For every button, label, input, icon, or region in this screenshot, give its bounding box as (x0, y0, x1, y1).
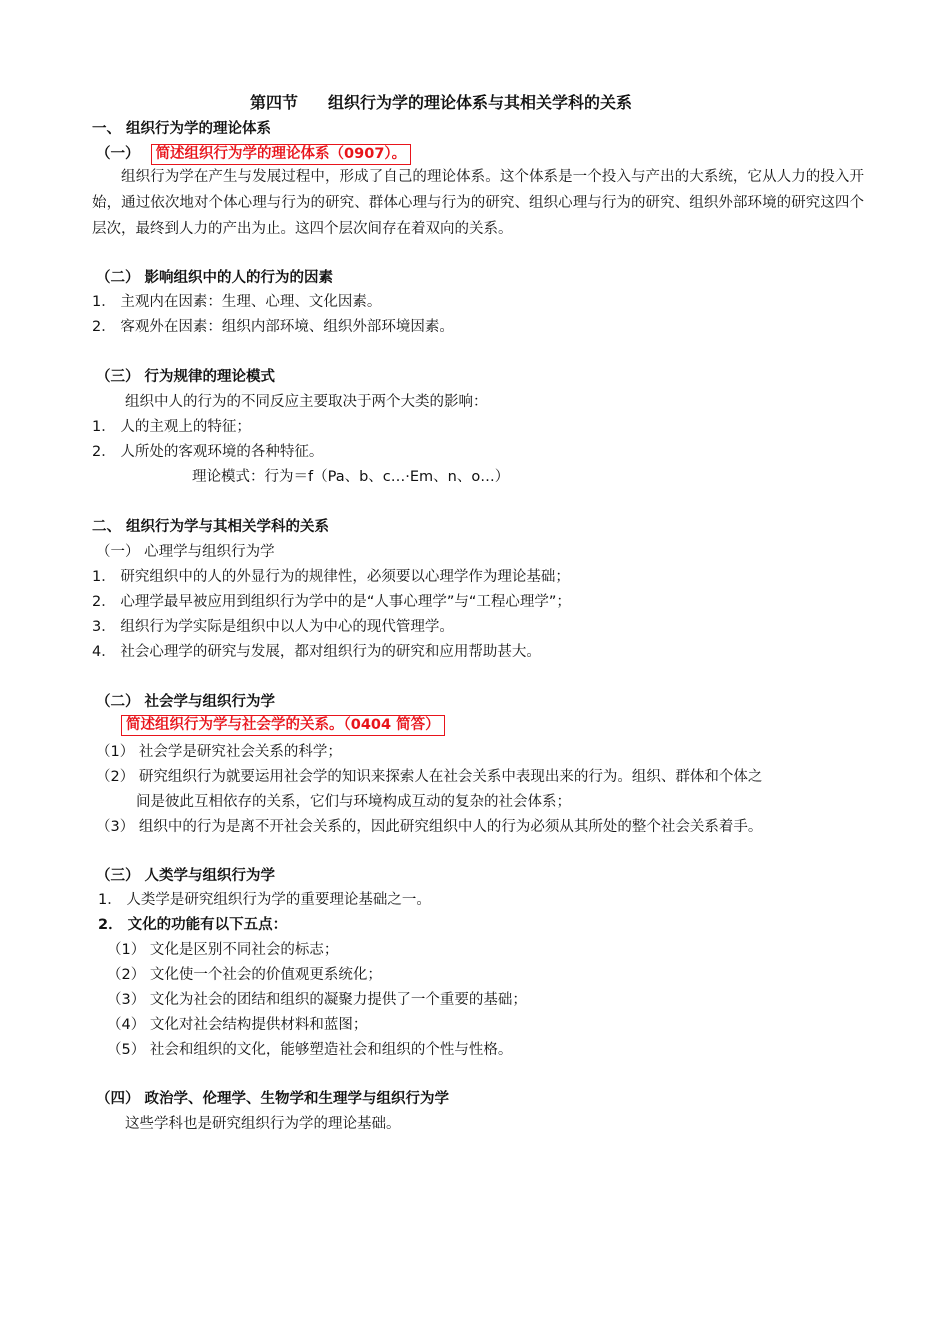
sub-list-item: （3） 文化为社会的团结和组织的凝聚力提供了一个重要的基础； (107, 992, 527, 1008)
section-2-4-paragraph: 这些学科也是研究组织行为学的理论基础。 (125, 1116, 401, 1132)
chapter-title: 组织行为学的理论体系与其相关学科的关系 (328, 93, 633, 112)
list-item: 2． 客观外在因素：组织内部环境、组织外部环境因素。 (92, 319, 454, 335)
section-2-4-heading: （四） 政治学、伦理学、生物学和生理学与组织行为学 (96, 1091, 450, 1107)
section-1-3-intro: 组织中人的行为的不同反应主要取决于两个大类的影响： (125, 394, 488, 410)
sub-list-item: （2） 文化使一个社会的价值观更系统化； (107, 967, 382, 983)
list-item: 2． 文化的功能有以下五点： (98, 917, 288, 933)
sub-list-item: （4） 文化对社会结构提供材料和蓝图； (107, 1017, 368, 1033)
list-item: （2） 研究组织行为就要运用社会学的知识来探索人在社会关系中表现出来的行为。组织、群体和个体之 (96, 769, 763, 785)
highlight-question-box: 简述组织行为学与社会学的关系。（0404 简答） (121, 715, 445, 736)
list-item: 1． 人的主观上的特征； (92, 419, 251, 435)
section-2-heading: 二、 组织行为学与其相关学科的关系 (92, 519, 330, 535)
sub-list-item: （5） 社会和组织的文化，能够塑造社会和组织的个性与性格。 (107, 1042, 513, 1058)
list-item: 1． 研究组织中的人的外显行为的规律性，必须要以心理学作为理论基础； (92, 569, 570, 585)
section-1-1-paragraph: 组织行为学在产生与发展过程中，形成了自己的理论体系。这个体系是一个投入与产出的大系统，它从人力的投入开始，通过依次地对个体心理与行为的研究、群体心理与行为的研究、组织心理与行为的研究、组织外部环境的研究这四个层次，最终到人力的产出为止。这四个层次间存在着双向的关系。 (92, 169, 864, 237)
section-2-2-heading: （二） 社会学与组织行为学 (96, 694, 276, 710)
section-2-1-heading: （一） 心理学与组织行为学 (96, 544, 275, 560)
chapter-label: 第四节 (250, 93, 299, 112)
section-1-1-heading (96, 144, 411, 165)
page-title (250, 93, 632, 113)
section-2-3-heading: （三） 人类学与组织行为学 (96, 868, 276, 884)
list-item: 3． 组织行为学实际是组织中以人为中心的现代管理学。 (92, 619, 454, 635)
list-item: （1） 社会学是研究社会关系的科学； (96, 744, 342, 760)
section-1-1-label: （一） (96, 146, 140, 162)
section-1-2-heading: （二） 影响组织中的人的行为的因素 (96, 270, 334, 286)
list-item: 2． 心理学最早被应用到组织行为学中的是“人事心理学”与“工程心理学”； (92, 594, 571, 610)
list-item: 1． 人类学是研究组织行为学的重要理论基础之一。 (98, 892, 431, 908)
highlight-question-box: 简述组织行为学的理论体系（0907）。 (151, 144, 412, 165)
sub-list-item: （1） 文化是区别不同社会的标志； (107, 942, 339, 958)
list-item-continuation: 间是彼此互相依存的关系，它们与环境构成互动的复杂的社会体系； (136, 794, 571, 810)
list-item: 4． 社会心理学的研究与发展，都对组织行为的研究和应用帮助甚大。 (92, 644, 541, 660)
section-1-heading: 一、 组织行为学的理论体系 (92, 121, 272, 137)
list-item: 1． 主观内在因素：生理、心理、文化因素。 (92, 294, 382, 310)
highlight-question-line (121, 715, 445, 736)
section-1-3-heading: （三） 行为规律的理论模式 (96, 369, 276, 385)
theory-model-formula: 理论模式：行为＝f（Pa、b、c…·Em、n、o…） (192, 469, 510, 485)
list-item: 2． 人所处的客观环境的各种特征。 (92, 444, 324, 460)
list-item: （3） 组织中的行为是离不开社会关系的，因此研究组织中人的行为必须从其所处的整个社会关系着手。 (96, 819, 763, 835)
